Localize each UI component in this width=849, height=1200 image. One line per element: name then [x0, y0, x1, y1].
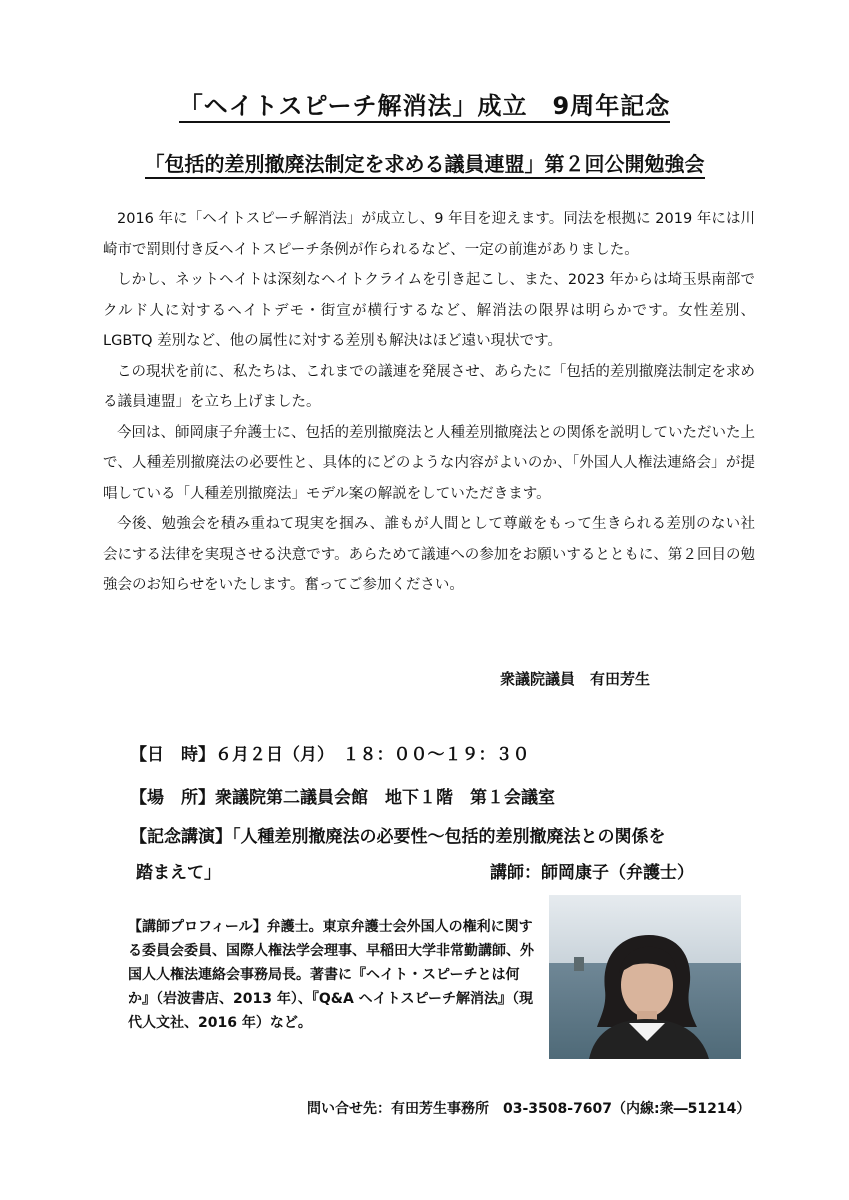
page-subtitle-text: 「包括的差別撤廃法制定を求める議員連盟」第２回公開勉強会	[145, 152, 705, 179]
body-text	[103, 204, 755, 601]
page-title-text: 「ヘイトスピーチ解消法」成立 9周年記念	[179, 92, 671, 123]
lecturer-profile: 【講師プロフィール】弁護士。東京弁護士会外国人の権利に関する委員会委員、国際人権法学会理事、早稲田大学非常勤講師、外国人人権法連絡会事務局長。著書に『ヘイト・スピーチとは何か』（岩波書店、2013 年）、『Q&A ヘイトスピーチ解消法』（現代人文社、2016 年）など。	[128, 919, 534, 1031]
event-lecture-title: 【記念講演】「人種差別撤廃法の必要性～包括的差別撤廃法との関係を	[130, 827, 666, 847]
page-subtitle	[0, 148, 849, 177]
signature: 衆議院議員 有田芳生	[500, 670, 651, 688]
paragraph-1: 2016 年に「ヘイトスピーチ解消法」が成立し、9 年目を迎えます。同法を根拠に 2019 年には川崎市で罰則付き反ヘイトスピーチ条例が作られるなど、一定の前進がありました。	[103, 211, 755, 258]
paragraph-4: 今回は、師岡康子弁護士に、包括的差別撤廃法と人種差別撤廃法との関係を説明していただいた上で、人種差別撤廃法の必要性と、具体的にどのような内容がよいのか、「外国人人権法連絡会」が提唱している「人種差別撤廃法」モデル案の解説をしていただきます。	[103, 424, 755, 502]
page-title	[0, 86, 849, 121]
event-date: 【日 時】６月２日（月） １８：００～１９：３０	[130, 745, 530, 765]
event-lecture-title-cont: 踏まえて」	[136, 863, 221, 883]
lecturer-photo	[549, 895, 741, 1059]
paragraph-3: この現状を前に、私たちは、これまでの議連を発展させ、あらたに「包括的差別撤廃法制定を求める議員連盟」を立ち上げました。	[103, 363, 755, 410]
paragraph-5: 今後、勉強会を積み重ねて現実を掴み、誰もが人間として尊厳をもって生きられる差別のない社会にする法律を実現させる決意です。あらためて議連への参加をお願いするとともに、第２回目の勉強会のお知らせをいたします。奮ってご参加ください。	[103, 516, 755, 593]
contact-info: 問い合せ先：有田芳生事務所 03-3508-7607（内線:衆―51214）	[307, 1101, 751, 1117]
event-lecturer: 講師：師岡康子（弁護士）	[490, 863, 694, 883]
event-place: 【場 所】衆議院第二議員会館 地下１階 第１会議室	[130, 788, 555, 808]
paragraph-2: しかし、ネットヘイトは深刻なヘイトクライムを引き起こし、また、2023 年からは埼玉県南部でクルド人に対するヘイトデモ・街宣が横行するなど、解消法の限界は明らかです。女性差別、LGBTQ 差別など、他の属性に対する差別も解決はほど遠い現状です。	[103, 272, 755, 349]
